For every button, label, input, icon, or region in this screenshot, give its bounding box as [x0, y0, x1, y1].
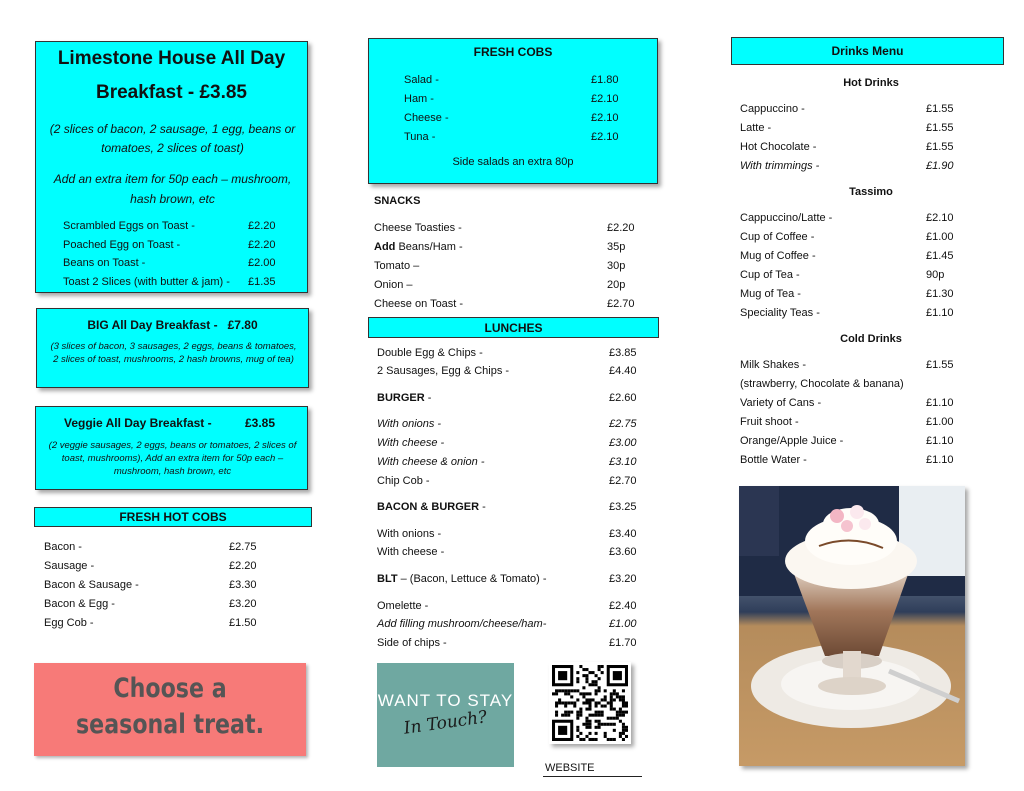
- menu-item: [740, 250, 970, 264]
- menu-item: [63, 239, 303, 253]
- menu-item: [44, 560, 274, 574]
- menu-item-name: Orange/Apple Juice -: [740, 435, 844, 447]
- big-breakfast-label: BIG All Day Breakfast -: [87, 318, 218, 332]
- menu-item-name: Bottle Water -: [740, 454, 807, 466]
- menu-item-name: Tuna -: [404, 131, 436, 143]
- menu-item: [740, 435, 970, 449]
- menu-item-name: Hot Chocolate -: [740, 141, 817, 153]
- menu-item: [377, 637, 647, 651]
- menu-item: [404, 93, 634, 107]
- menu-item: [63, 276, 303, 290]
- menu-item: [44, 579, 274, 593]
- veggie-breakfast-box: [35, 406, 308, 490]
- drinks-menu-title: Drinks Menu: [831, 44, 904, 58]
- menu-item-name: Mug of Tea -: [740, 288, 801, 300]
- menu-item: [44, 541, 274, 555]
- fresh-cobs-title: FRESH COBS: [473, 45, 553, 59]
- menu-item-price: £1.80: [591, 74, 619, 86]
- menu-item-price: £2.75: [229, 541, 257, 553]
- big-breakfast-title: [37, 318, 308, 332]
- menu-item: [374, 279, 644, 293]
- menu-item-name: Salad -: [404, 74, 439, 86]
- menu-item-name: BACON & BURGER -: [377, 501, 486, 513]
- menu-item-name: With cheese & onion -: [377, 456, 485, 468]
- lunches-header: [368, 317, 659, 338]
- menu-item: [377, 573, 647, 587]
- menu-item-price: £3.00: [609, 437, 637, 449]
- menu-item-name: With cheese -: [377, 437, 445, 449]
- menu-item-price: 90p: [926, 269, 945, 281]
- menu-item-name: Cheese Toasties -: [374, 222, 462, 234]
- promo-line1: WANT TO STAY: [377, 691, 514, 710]
- menu-item-price: £3.25: [609, 501, 637, 513]
- menu-item-name: Latte -: [740, 122, 772, 134]
- promo-line2: In Touch?: [402, 707, 489, 739]
- menu-item: [377, 528, 647, 542]
- menu-item-name: Speciality Teas -: [740, 307, 820, 319]
- menu-item: [740, 212, 970, 226]
- menu-item: [377, 600, 647, 614]
- menu-item-name: Ham -: [404, 93, 434, 105]
- breakfast-title-line2: Breakfast - £3.85: [95, 82, 248, 103]
- menu-item: [374, 241, 644, 255]
- veggie-breakfast-title: [64, 416, 275, 430]
- menu-item-name: Variety of Cans -: [740, 397, 822, 409]
- breakfast-description: (2 slices of bacon, 2 sausage, 1 egg, beans or tomatoes, 2 slices of toast): [49, 122, 296, 155]
- menu-item-price: £3.10: [609, 456, 637, 468]
- menu-item: [44, 617, 274, 631]
- menu-item-name: 2 Sausages, Egg & Chips -: [377, 365, 510, 377]
- menu-item: [377, 475, 647, 489]
- menu-item-price: £2.20: [248, 238, 276, 251]
- menu-item-price: £1.00: [609, 618, 637, 630]
- snacks-title: SNACKS: [374, 195, 421, 207]
- menu-item: [740, 359, 970, 373]
- qr-code[interactable]: [549, 662, 631, 744]
- menu-item-price: 35p: [607, 241, 626, 253]
- menu-item-name: (strawberry, Chocolate & banana): [740, 378, 904, 390]
- menu-item-name: Cheese -: [404, 112, 449, 124]
- menu-item: [374, 298, 644, 312]
- veggie-breakfast-price: £3.85: [244, 416, 275, 430]
- menu-item-price: £2.70: [609, 475, 637, 487]
- menu-item: [404, 74, 634, 88]
- breakfast-extra: Add an extra item for 50p each – mushroom, hash brown, etc: [53, 172, 292, 206]
- drinks-menu-header: [731, 37, 1004, 65]
- menu-item-name: Chip Cob -: [377, 475, 430, 487]
- menu-item-name: Tomato –: [374, 260, 420, 272]
- menu-item-name: Onion –: [374, 279, 413, 291]
- menu-item-name: Poached Egg on Toast -: [63, 238, 181, 251]
- menu-item: [740, 307, 970, 321]
- menu-item-price: £2.00: [248, 257, 276, 269]
- menu-item-name: Scrambled Eggs on Toast -: [63, 220, 195, 232]
- menu-item-price: £3.20: [609, 573, 637, 585]
- menu-item-price: £1.10: [926, 307, 954, 319]
- menu-item: [740, 397, 970, 411]
- website-label: WEBSITE: [545, 762, 595, 774]
- menu-item-price: £1.90: [926, 160, 954, 172]
- menu-item-price: £1.45: [926, 250, 954, 262]
- menu-item-name: Fruit shoot -: [740, 416, 799, 428]
- menu-item-price: £2.60: [609, 392, 637, 404]
- veggie-breakfast-label: Veggie All Day Breakfast -: [64, 416, 212, 430]
- menu-item: [740, 141, 970, 155]
- lunches-title: LUNCHES: [484, 321, 543, 335]
- menu-item-price: £1.50: [229, 617, 257, 629]
- menu-item: [377, 392, 647, 406]
- menu-item-name: Double Egg & Chips -: [377, 347, 483, 359]
- menu-item-price: £2.10: [591, 112, 619, 124]
- menu-item-price: 30p: [607, 260, 626, 272]
- menu-item: [377, 501, 647, 515]
- menu-item-price: £2.10: [591, 93, 619, 105]
- menu-item-price: £1.00: [926, 231, 954, 243]
- menu-item-price: £1.55: [926, 141, 954, 153]
- menu-item: [740, 103, 970, 117]
- menu-item-price: £2.40: [609, 600, 637, 612]
- menu-item-price: £1.70: [609, 637, 637, 649]
- menu-item: [740, 416, 970, 430]
- menu-item-name: Side of chips -: [377, 637, 447, 649]
- menu-item: [374, 222, 644, 236]
- menu-item-price: £1.35: [248, 275, 276, 288]
- menu-item-name: With onions -: [377, 528, 442, 540]
- big-breakfast-box: [36, 308, 309, 388]
- menu-item-price: £1.55: [926, 122, 954, 134]
- menu-item: [404, 112, 634, 126]
- hot-cobs-title: FRESH HOT COBS: [119, 510, 227, 524]
- menu-item: [377, 437, 647, 451]
- menu-item-price: £3.60: [609, 546, 637, 558]
- menu-item-price: £2.75: [609, 418, 637, 430]
- menu-item-price: £1.10: [926, 397, 954, 409]
- menu-item-name: Milk Shakes -: [740, 359, 807, 371]
- menu-item-name: Cup of Tea -: [740, 269, 800, 281]
- fresh-cobs-box: [368, 38, 658, 184]
- menu-item-name: Bacon -: [44, 541, 82, 553]
- menu-item-name: Egg Cob -: [44, 617, 94, 629]
- menu-item-price: £2.20: [248, 220, 276, 232]
- menu-item: [374, 260, 644, 274]
- menu-item-price: £2.10: [591, 131, 619, 143]
- menu-item: [63, 257, 303, 271]
- menu-item: [377, 347, 647, 361]
- menu-item-name: Cappuccino -: [740, 103, 805, 115]
- menu-item-name: Add filling mushroom/cheese/ham-: [377, 618, 547, 630]
- qr-code-icon: [549, 662, 631, 744]
- breakfast-title-line1: Limestone House All Day: [57, 48, 286, 69]
- menu-item-price: £1.55: [926, 103, 954, 115]
- menu-item: [63, 220, 303, 234]
- menu-item-price: £2.70: [607, 298, 635, 310]
- menu-item-price: £3.40: [609, 528, 637, 540]
- big-breakfast-description: (3 slices of bacon, 3 sausages, 2 eggs, beans & tomatoes, 2 slices of toast, mushrooms, 2 hash browns, mug of tea): [50, 341, 297, 365]
- menu-item-name: Add Beans/Ham -: [374, 241, 463, 253]
- menu-item-name: Toast 2 Slices (with butter & jam) -: [63, 275, 230, 288]
- hot-chocolate-photo: [739, 486, 965, 766]
- menu-item: [740, 231, 970, 245]
- menu-item-price: £1.30: [926, 288, 954, 300]
- menu-item-price: £1.10: [926, 454, 954, 466]
- menu-item-name: Bacon & Sausage -: [44, 579, 139, 591]
- hot-drinks-title: Hot Drinks: [843, 77, 899, 89]
- menu-item-price: £1.55: [926, 359, 954, 371]
- menu-item: [404, 131, 634, 145]
- seasonal-treat-banner: [34, 663, 306, 756]
- menu-item: [740, 269, 970, 283]
- menu-item-name: Bacon & Egg -: [44, 598, 115, 610]
- menu-item-name: With onions -: [377, 418, 442, 430]
- hot-cobs-header: [34, 507, 312, 527]
- menu-item-price: £1.10: [926, 435, 954, 447]
- website-underline: [543, 776, 642, 777]
- menu-item-price: £2.20: [607, 222, 635, 234]
- menu-item-price: £2.10: [926, 212, 954, 224]
- menu-item: [740, 122, 970, 136]
- veggie-breakfast-description: (2 veggie sausages, 2 eggs, beans or tomatoes, 2 slices of toast, mushrooms), Add an extra item for 50p each – mushroom, hash brown, etc: [48, 440, 297, 477]
- menu-item: [740, 288, 970, 302]
- menu-item-name: Cup of Coffee -: [740, 231, 815, 243]
- menu-item-name: With trimmings -: [740, 160, 820, 172]
- stay-in-touch-promo: [377, 663, 514, 767]
- menu-item-price: £4.40: [609, 365, 637, 377]
- all-day-breakfast-box: [35, 41, 308, 293]
- menu-item-price: £3.30: [229, 579, 257, 591]
- menu-item-name: Cappuccino/Latte -: [740, 212, 833, 224]
- menu-item: [377, 546, 647, 560]
- side-salad-note: Side salads an extra 80p: [452, 156, 574, 168]
- menu-item: [377, 418, 647, 432]
- tassimo-title: Tassimo: [849, 186, 893, 198]
- menu-item-price: 20p: [607, 279, 626, 291]
- menu-item-price: £3.20: [229, 598, 257, 610]
- seasonal-treat-text: Choose a seasonal treat.: [76, 673, 264, 740]
- menu-item: [44, 598, 274, 612]
- cold-drinks-title: Cold Drinks: [840, 333, 902, 345]
- menu-item-name: Beans on Toast -: [63, 257, 146, 269]
- menu-item: [740, 378, 970, 392]
- menu-item: [377, 618, 647, 632]
- menu-item-name: With cheese -: [377, 546, 445, 558]
- big-breakfast-price: £7.80: [227, 318, 258, 332]
- menu-item-name: BURGER -: [377, 392, 432, 404]
- menu-item-name: Sausage -: [44, 560, 95, 572]
- menu-item: [377, 365, 647, 379]
- menu-item-name: Omelette -: [377, 600, 429, 612]
- menu-item-name: Mug of Coffee -: [740, 250, 816, 262]
- menu-item: [740, 454, 970, 468]
- menu-item: [377, 456, 647, 470]
- menu-item: [740, 160, 970, 174]
- menu-item-name: Cheese on Toast -: [374, 298, 464, 310]
- hot-chocolate-image: [739, 486, 965, 766]
- menu-item-price: £1.00: [926, 416, 954, 428]
- menu-item-price: £3.85: [609, 347, 637, 359]
- menu-item-name: BLT – (Bacon, Lettuce & Tomato) -: [377, 573, 547, 585]
- menu-item-price: £2.20: [229, 560, 257, 572]
